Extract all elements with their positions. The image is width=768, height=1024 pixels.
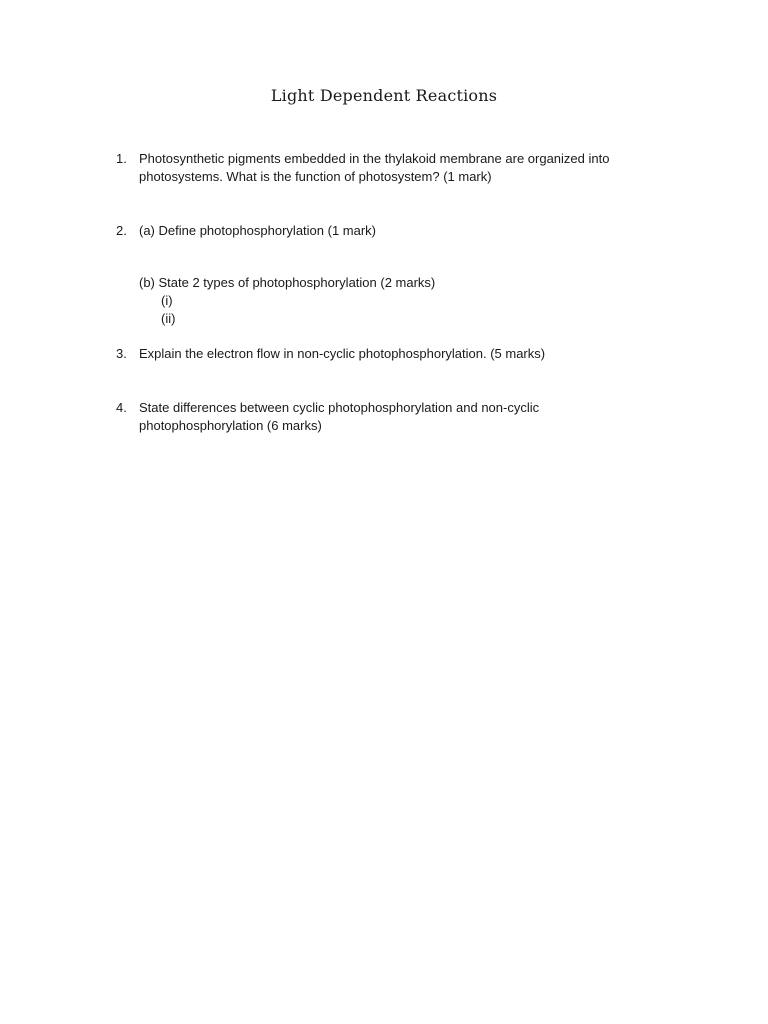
- question-number: 4.: [116, 400, 127, 415]
- answer-item-i: (i): [161, 293, 173, 308]
- question-2: [116, 222, 636, 240]
- question-1: [116, 150, 636, 186]
- answer-item-ii: (ii): [161, 311, 176, 326]
- question-list: [116, 150, 636, 435]
- question-text: State differences between cyclic photophosphorylation and non-cyclic photophosphorylation (6 marks): [139, 400, 540, 433]
- question-4: [116, 399, 636, 435]
- question-text: Explain the electron flow in non-cyclic photophosphorylation. (5 marks): [139, 346, 546, 361]
- question-number: 2.: [116, 223, 127, 238]
- question-number: 1.: [116, 151, 127, 166]
- question-text: (a) Define photophosphorylation (1 mark): [139, 223, 377, 238]
- question-text: (b) State 2 types of photophosphorylation (2 marks): [139, 275, 436, 290]
- question-2-part-b: [116, 274, 636, 328]
- page-title: Light Dependent Reactions: [270, 86, 498, 105]
- question-number: 3.: [116, 346, 127, 361]
- question-3: [116, 345, 636, 363]
- question-text: Photosynthetic pigments embedded in the thylakoid membrane are organized into photosystems. What is the function of photosystem? (1 mark): [139, 151, 610, 184]
